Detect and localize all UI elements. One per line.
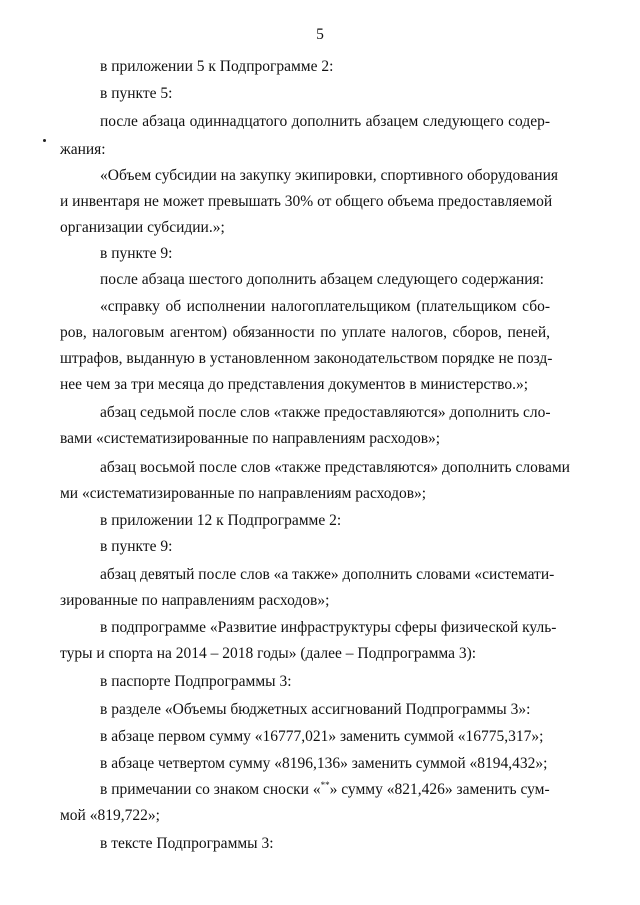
text-line: «справку об исполнении налогоплательщиком (плательщиком сбо- bbox=[100, 298, 550, 315]
text-line: абзац восьмой после слов «также представляются» дополнить словами bbox=[100, 459, 570, 476]
text-line: в подпрограмме «Развитие инфраструктуры сферы физической куль- bbox=[100, 619, 557, 636]
margin-dot-mark bbox=[43, 139, 46, 142]
text-line: «Объем субсидии на закупку экипировки, спортивного оборудования bbox=[100, 167, 559, 184]
text-line: в паспорте Подпрограммы 3: bbox=[100, 673, 292, 690]
text-line: и инвентаря не может превышать 30% от общего объема предоставляемой bbox=[60, 193, 553, 210]
text-line: вами «систематизированные по направлениям расходов»; bbox=[60, 430, 441, 447]
text-line: в тексте Подпрограммы 3: bbox=[100, 835, 274, 852]
text-line: в абзаце первом сумму «16777,021» заменить суммой «16775,317»; bbox=[100, 728, 544, 745]
text-line: в абзаце четвертом сумму «8196,136» заменить суммой «8194,432»; bbox=[100, 755, 548, 772]
text-line: мой «819,722»; bbox=[60, 807, 160, 824]
text-line: нее чем за три месяца до представления документов в министерство.»; bbox=[60, 376, 529, 393]
text-line: организации субсидии.»; bbox=[60, 219, 225, 236]
text-line: ров, налоговым агентом) обязанности по уплате налогов, сборов, пеней, bbox=[60, 324, 550, 341]
text-fragment: ми bbox=[60, 485, 79, 502]
text-fragment: » сумму «821,426» заменить сум- bbox=[329, 781, 550, 798]
text-line: туры и спорта на 2014 – 2018 годы» (далее – Подпрограмма 3): bbox=[60, 645, 477, 662]
text-line: в приложении 12 к Подпрограмме 2: bbox=[100, 512, 342, 529]
text-line: в пункте 5: bbox=[100, 85, 173, 102]
text-line: после абзаца одиннадцатого дополнить абзацем следующего содер- bbox=[100, 113, 550, 130]
text-line: зированные по направлениям расходов»; bbox=[60, 592, 330, 609]
text-line: в пункте 9: bbox=[100, 245, 173, 262]
text-line: в разделе «Объемы бюджетных ассигнований Подпрограммы 3»: bbox=[100, 701, 531, 718]
text-line: в приложении 5 к Подпрограмме 2: bbox=[100, 58, 334, 75]
text-line: жания: bbox=[60, 141, 106, 158]
text-line: абзац девятый после слов «а также» дополнить словами «системати- bbox=[100, 566, 555, 583]
footnote-mark: ** bbox=[320, 780, 330, 790]
text-line bbox=[60, 485, 550, 503]
page-number: 5 bbox=[316, 26, 324, 43]
text-fragment: в примечании со знаком сноски « bbox=[100, 781, 321, 798]
text-line: абзац седьмой после слов «также предоставляются» дополнить сло- bbox=[100, 404, 551, 421]
text-fragment: «систематизированные по направлениям расходов»; bbox=[81, 485, 427, 502]
text-line bbox=[100, 781, 550, 799]
text-line: после абзаца шестого дополнить абзацем следующего содержания: bbox=[100, 271, 544, 288]
text-line: штрафов, выданную в установленном законодательством порядке не позд- bbox=[60, 350, 553, 367]
text-line: в пункте 9: bbox=[100, 538, 173, 555]
